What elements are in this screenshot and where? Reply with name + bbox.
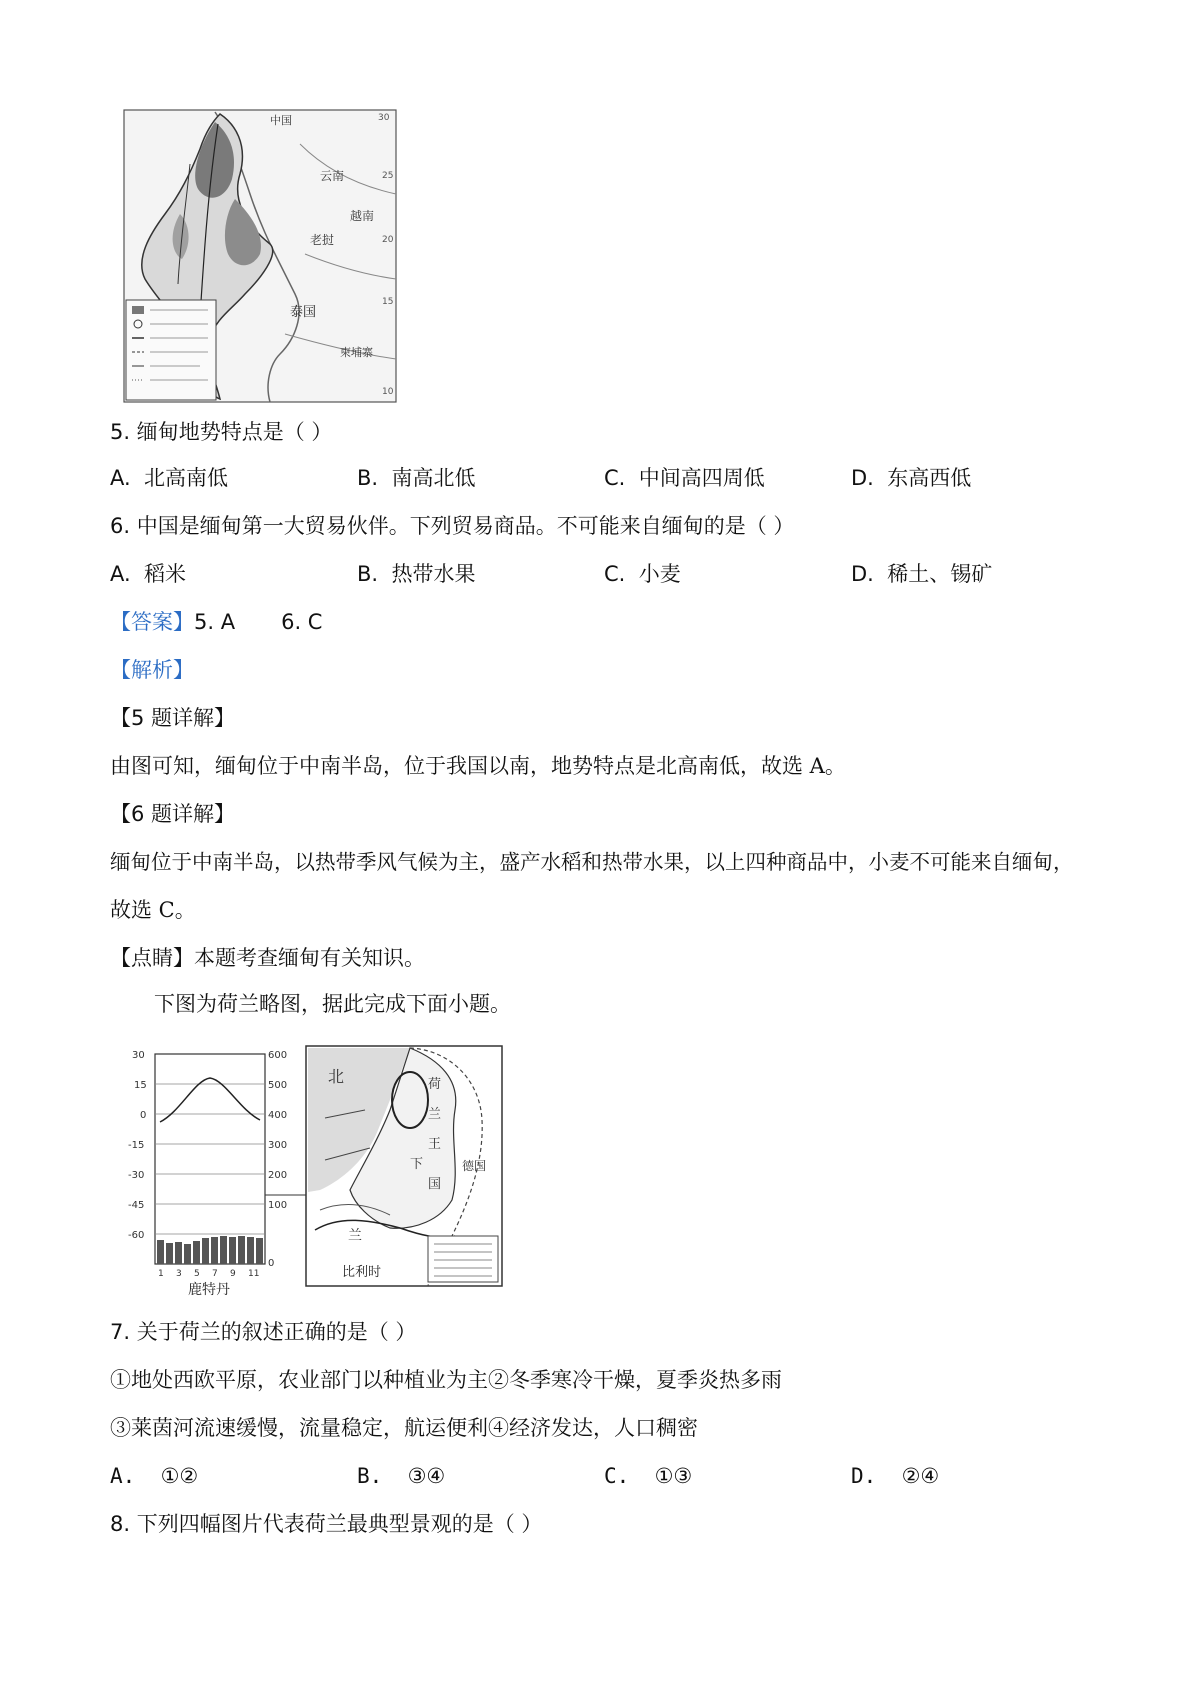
detail-5-title: 【5 题详解】 [110, 706, 236, 730]
month-tick-1: 1 [158, 1269, 164, 1279]
map-label-china: 中国 [270, 114, 292, 127]
q5-option-b[interactable]: B. 南高北低 [357, 466, 476, 490]
precip-tick-100: 100 [268, 1200, 288, 1211]
intro-figure2: 下图为荷兰略图，据此完成下面小题。 [154, 992, 511, 1016]
map-label-thailand: 泰国 [290, 305, 317, 320]
map-label-vietnam: 越南 [350, 209, 375, 223]
tip-note: 【点睛】本题考查缅甸有关知识。 [110, 946, 425, 970]
temp-tick-30: 30 [132, 1050, 145, 1061]
q7-stem: 7. 关于荷兰的叙述正确的是（ ） [110, 1320, 417, 1344]
precip-tick-600: 600 [268, 1050, 288, 1061]
detail-6-text-1: 缅甸位于中南半岛，以热带季风气候为主，盛产水稻和热带水果，以上四种商品中，小麦不可能来自缅甸， [110, 850, 1074, 874]
temp-tick-m45: -45 [128, 1200, 145, 1211]
map-label-yunnan: 云南 [320, 169, 345, 183]
q5-option-d[interactable]: D. 东高西低 [851, 466, 972, 490]
precip-tick-300: 300 [268, 1140, 288, 1151]
map-lat-15: 15 [382, 297, 394, 307]
detail-6-title: 【6 题详解】 [110, 802, 236, 826]
map-label-germany: 德国 [462, 1159, 487, 1173]
map-label-cambodia: 柬埔寨 [340, 346, 373, 359]
month-tick-5: 5 [194, 1269, 200, 1279]
q6-option-c[interactable]: C. 小麦 [604, 562, 681, 586]
precip-tick-500: 500 [268, 1080, 288, 1091]
q5-option-a[interactable]: A. 北高南低 [110, 466, 229, 490]
q7-option-d[interactable]: D. ②④ [851, 1464, 940, 1488]
temp-tick-m30: -30 [128, 1170, 145, 1181]
temp-tick-m15: -15 [128, 1140, 145, 1151]
temp-tick-m60: -60 [128, 1230, 145, 1241]
precip-tick-0: 0 [268, 1258, 275, 1269]
q5-stem: 5. 缅甸地势特点是（ ） [110, 420, 333, 444]
detail-5-text: 由图可知，缅甸位于中南半岛，位于我国以南，地势特点是北高南低，故选 A。 [110, 754, 846, 778]
map-label-he: 荷 [428, 1077, 442, 1092]
map-lat-20: 20 [382, 235, 394, 245]
precip-tick-200: 200 [268, 1170, 288, 1181]
temp-tick-15: 15 [134, 1080, 147, 1091]
answer-5: 5. A [194, 610, 236, 634]
myanmar-map-svg [120, 104, 402, 406]
map-label-xia: 下 [410, 1157, 424, 1172]
q7-statement-2: ③莱茵河流速缓慢，流量稳定，航运便利④经济发达，人口稠密 [110, 1416, 698, 1440]
map-label-wang: 王 [428, 1137, 442, 1152]
month-tick-9: 9 [230, 1269, 236, 1279]
q5-option-c[interactable]: C. 中间高四周低 [604, 466, 765, 490]
map-label-lan: 兰 [428, 1107, 442, 1122]
netherlands-svg [110, 1040, 510, 1298]
month-tick-3: 3 [176, 1269, 182, 1279]
detail-6-text-2: 故选 C。 [110, 898, 196, 922]
city-label: 鹿特丹 [188, 1282, 230, 1298]
map-label-belgium: 比利时 [342, 1265, 382, 1280]
map-lat-30: 30 [378, 113, 390, 123]
q7-option-a[interactable]: A. ①② [110, 1464, 199, 1488]
q7-option-b[interactable]: B. ③④ [357, 1464, 446, 1488]
temp-tick-0: 0 [140, 1110, 147, 1121]
netherlands-figure [110, 1040, 510, 1298]
map-lat-25: 25 [382, 171, 394, 181]
q6-stem: 6. 中国是缅甸第一大贸易伙伴。下列贸易商品。不可能来自缅甸的是（ ） [110, 514, 795, 538]
q7-option-c[interactable]: C. ①③ [604, 1464, 693, 1488]
q6-option-a[interactable]: A. 稻米 [110, 562, 187, 586]
month-tick-11: 11 [248, 1269, 260, 1279]
map-label-laos: 老挝 [310, 233, 335, 247]
map-lat-10: 10 [382, 387, 394, 397]
q8-stem: 8. 下列四幅图片代表荷兰最典型景观的是（ ） [110, 1512, 543, 1536]
analysis-label: 【解析】 [110, 658, 194, 682]
answer-line [110, 608, 322, 636]
month-tick-7: 7 [212, 1269, 218, 1279]
q7-statement-1: ①地处西欧平原，农业部门以种植业为主②冬季寒冷干燥，夏季炎热多雨 [110, 1368, 782, 1392]
answer-6: 6. C [281, 610, 323, 634]
answer-label: 【答案】 [110, 610, 194, 634]
map-label-guo: 国 [428, 1177, 442, 1192]
map-label-lan2: 兰 [348, 1228, 362, 1244]
q6-option-b[interactable]: B. 热带水果 [357, 562, 476, 586]
precip-tick-400: 400 [268, 1110, 288, 1121]
myanmar-map-figure [120, 104, 402, 406]
map-label-north-sea: 北 [328, 1067, 345, 1086]
q6-option-d[interactable]: D. 稀土、锡矿 [851, 562, 993, 586]
